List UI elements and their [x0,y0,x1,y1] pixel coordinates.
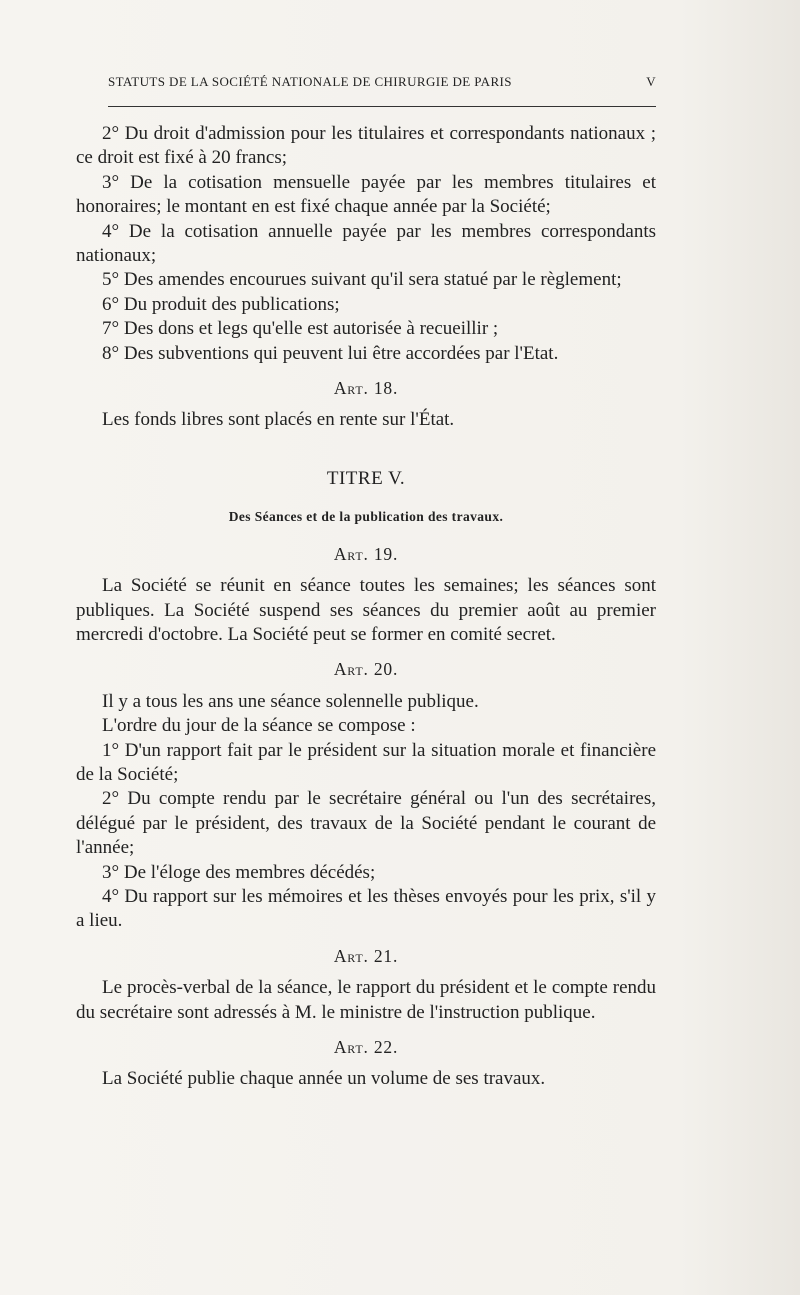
article-19-heading: Art. 19. [333,543,399,564]
page-body [76,122,656,1092]
article-heading [76,376,656,400]
article-20-intro-1: Il y a tous les ans une séance solennelle publique. [102,690,479,712]
list-item: 4° De la cotisation annuelle payée par les membres correspondants nationaux; [76,220,656,267]
article-20-intro-2: L'ordre du jour de la séance se compose : [102,715,416,737]
article-heading [76,944,656,968]
list-item: 1° D'un rapport fait par le président sur la situation morale et financière de la Société; [76,739,656,785]
list-item: 3° De l'éloge des membres décédés; [102,861,376,883]
article-heading [76,542,656,566]
article-18-text: Les fonds libres sont placés en rente sur l'État. [102,409,455,431]
list-item: 5° Des amendes encourues suivant qu'il sera statué par le règlement; [102,269,622,291]
list-item: 6° Du produit des publications; [102,293,340,315]
running-title: STATUTS DE LA SOCIÉTÉ NATIONALE DE CHIRURGIE DE PARIS [108,74,512,89]
article-21-text: Le procès-verbal de la séance, le rapport du président et le compte rendu du secrétaire sont adressés à M. le ministre de l'instruction publique. [76,977,656,1023]
article-22-heading: Art. 22. [333,1037,399,1057]
article-20-heading: Art. 20. [333,659,399,680]
list-item: 8° Des subventions qui peuvent lui être accordées par l'Etat. [102,342,559,364]
running-header [108,74,656,90]
title-subtitle: Des Séances et de la publication des travaux. [228,509,504,525]
list-item: 3° De la cotisation mensuelle payée par les membres titulaires et honoraires; le montant en est fixé chaque année par la Société; [76,171,656,218]
article-heading [76,1035,656,1059]
list-item: 2° Du droit d'admission pour les titulaires et correspondants nationaux ; ce droit est fixé à 20 francs; [76,123,656,169]
list-item: 7° Des dons et legs qu'elle est autorisée à recueillir ; [102,318,499,340]
article-18-heading: Art. 18. [333,378,399,399]
article-heading [76,657,656,681]
article-21-heading: Art. 21. [333,945,399,966]
title-heading: TITRE V. [326,467,406,489]
list-item: 2° Du compte rendu par le secrétaire général ou l'un des secrétaires, délégué par le président, des travaux de la Société pendant le courant de l'année; [76,788,656,859]
article-22-text: La Société publie chaque année un volume de ses travaux. [102,1068,546,1090]
page-number: V [646,74,656,89]
header-rule [108,106,656,107]
list-item: 4° Du rapport sur les mémoires et les thèses envoyés pour les prix, s'il y a lieu. [76,885,656,932]
article-19-text: La Société se réunit en séance toutes les semaines; les séances sont publiques. La Société suspend ses séances du premier août au premier mercredi d'octobre. La Société peut se former en comité secret. [76,575,656,645]
